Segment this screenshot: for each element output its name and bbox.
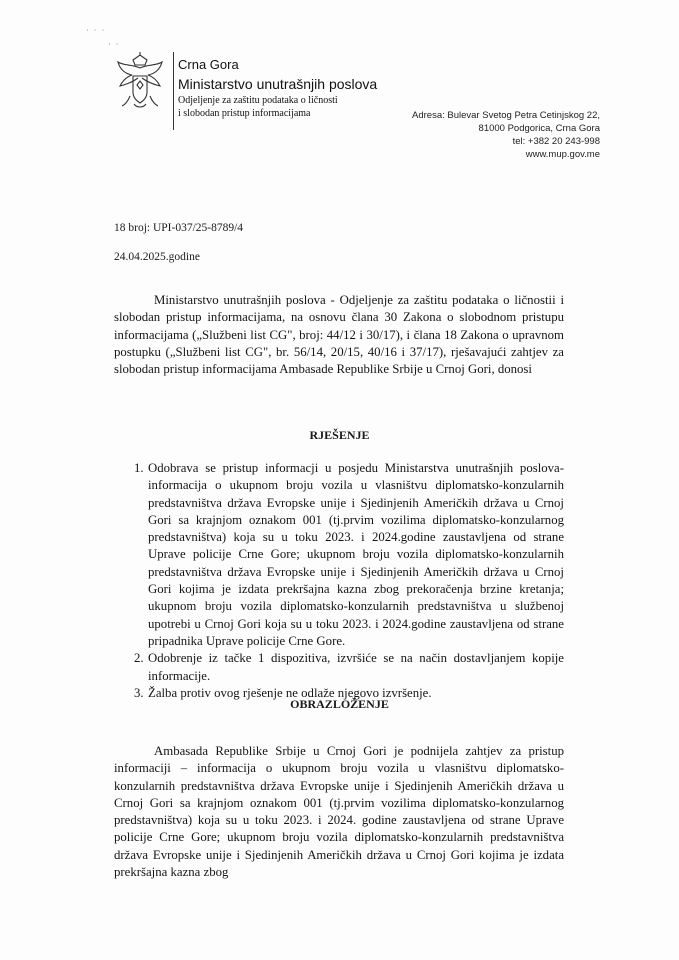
reference-date: 24.04.2025.godine — [114, 251, 200, 263]
explanation-paragraph: Ambasada Republike Srbije u Crnoj Gori je podnijela zahtjev za pristup informaciji – informacija o ukupnom broju vozila u vlasništvu diplomatsko-konzularnih predstavništva država Evropske unije i Sjedinjenih Američkih država u Crnoj Gori sa krajnjom oznakom 001 (tj.prvim vozilima diplomatsko-konzularnog predstavništva) koja su u toku 2023. i 2024. godine zaustavljena od strane Uprave policije Crne Gore; ukupnom broju vozila diplomatsko-konzularnih predstavništva država Evropske unije i Sjedinjenih Američkih država u Crnoj Gori kojima je izdata prekršajna kazna zbog — [114, 744, 564, 880]
decision-item — [114, 650, 564, 685]
decision-title: RJEŠENJE — [309, 428, 370, 442]
explanation-title: OBRAZLOŽENJE — [290, 697, 389, 711]
decision-item-text: Odobrava se pristup informacji u posjedu Ministarstva unutrašnjih poslova-informacija o ukupnom broju vozila u vlasništvu diplomatsko-konzularnih predstavništva država Evropske unije i Sjedinjenih Američkih država u Crnoj Gori sa krajnjom oznakom 001 (tj.prvim vozilima diplomatsko-konzularnog predstavništva) koja su u toku 2023. i 2024.godine zaustavljena od strane Uprave policije Crne Gore; ukupnom broju vozila diplomatsko-konzularnih predstavništva država Evropske unije i Sjedinjenih Američkih država u Crnoj Gori kojima je izdata prekršajna kazna zbog prekoračenja brzine kretanja; ukupnom broju vozila diplomatsko-konzularnih predstavništva u službenoj upotrebi u Crnoj Gori koja su u toku 2023. i 2024.godine zaustavljena od strane pripadnika Uprave policije Crne Gore. — [148, 461, 564, 648]
scan-speck: · · · — [86, 26, 106, 36]
scan-speck: · · — [108, 40, 120, 50]
header-department-line2: i slobodan pristup informacijama — [178, 108, 311, 119]
decision-list — [114, 460, 564, 702]
reference-number: 18 broj: UPI-037/25-8789/4 — [114, 222, 244, 234]
decision-item-number: 1. — [134, 461, 144, 475]
header-ministry: Ministarstvo unutrašnjih poslova — [178, 76, 378, 92]
decision-item-text: Odobrenje iz tačke 1 dispozitiva, izvršiće se na način dostavljanjem kopije informacije. — [148, 651, 564, 683]
decision-item-number: 3. — [134, 685, 144, 700]
decision-item-text: Žalba protiv ovog rješenje ne odlaže njegovo izvršenje. — [148, 685, 432, 700]
decision-item — [114, 460, 564, 650]
address-street: Adresa: Bulevar Svetog Petra Cetinjskog 22, — [412, 110, 600, 121]
address-city: 81000 Podgorica, Crna Gora — [478, 123, 600, 134]
coat-of-arms-icon — [112, 52, 168, 112]
header-country: Crna Gora — [178, 57, 239, 72]
address-web: www.mup.gov.me — [525, 149, 600, 160]
header-divider — [173, 52, 174, 130]
decision-item-number: 2. — [134, 651, 144, 666]
address-phone: tel: +382 20 243-998 — [512, 136, 600, 147]
header-department: Odjeljenje za zaštitu podataka o ličnosti — [178, 95, 338, 106]
intro-paragraph: Ministarstvo unutrašnjih poslova - Odjeljenje za zaštitu podataka o ličnostii i slobodan pristup informacijama, na osnovu člana 30 Zakona o slobodnom pristupu informacijama („Službeni list CG", broj: 44/12 i 30/17), i člana 18 Zakona o upravnom postupku („Službeni list CG", br. 56/14, 20/15, 40/16 i 37/17), rješavajući zahtjev za slobodan pristup informacijama Ambasade Republike Srbije u Crnoj Gori, donosi — [114, 293, 564, 377]
